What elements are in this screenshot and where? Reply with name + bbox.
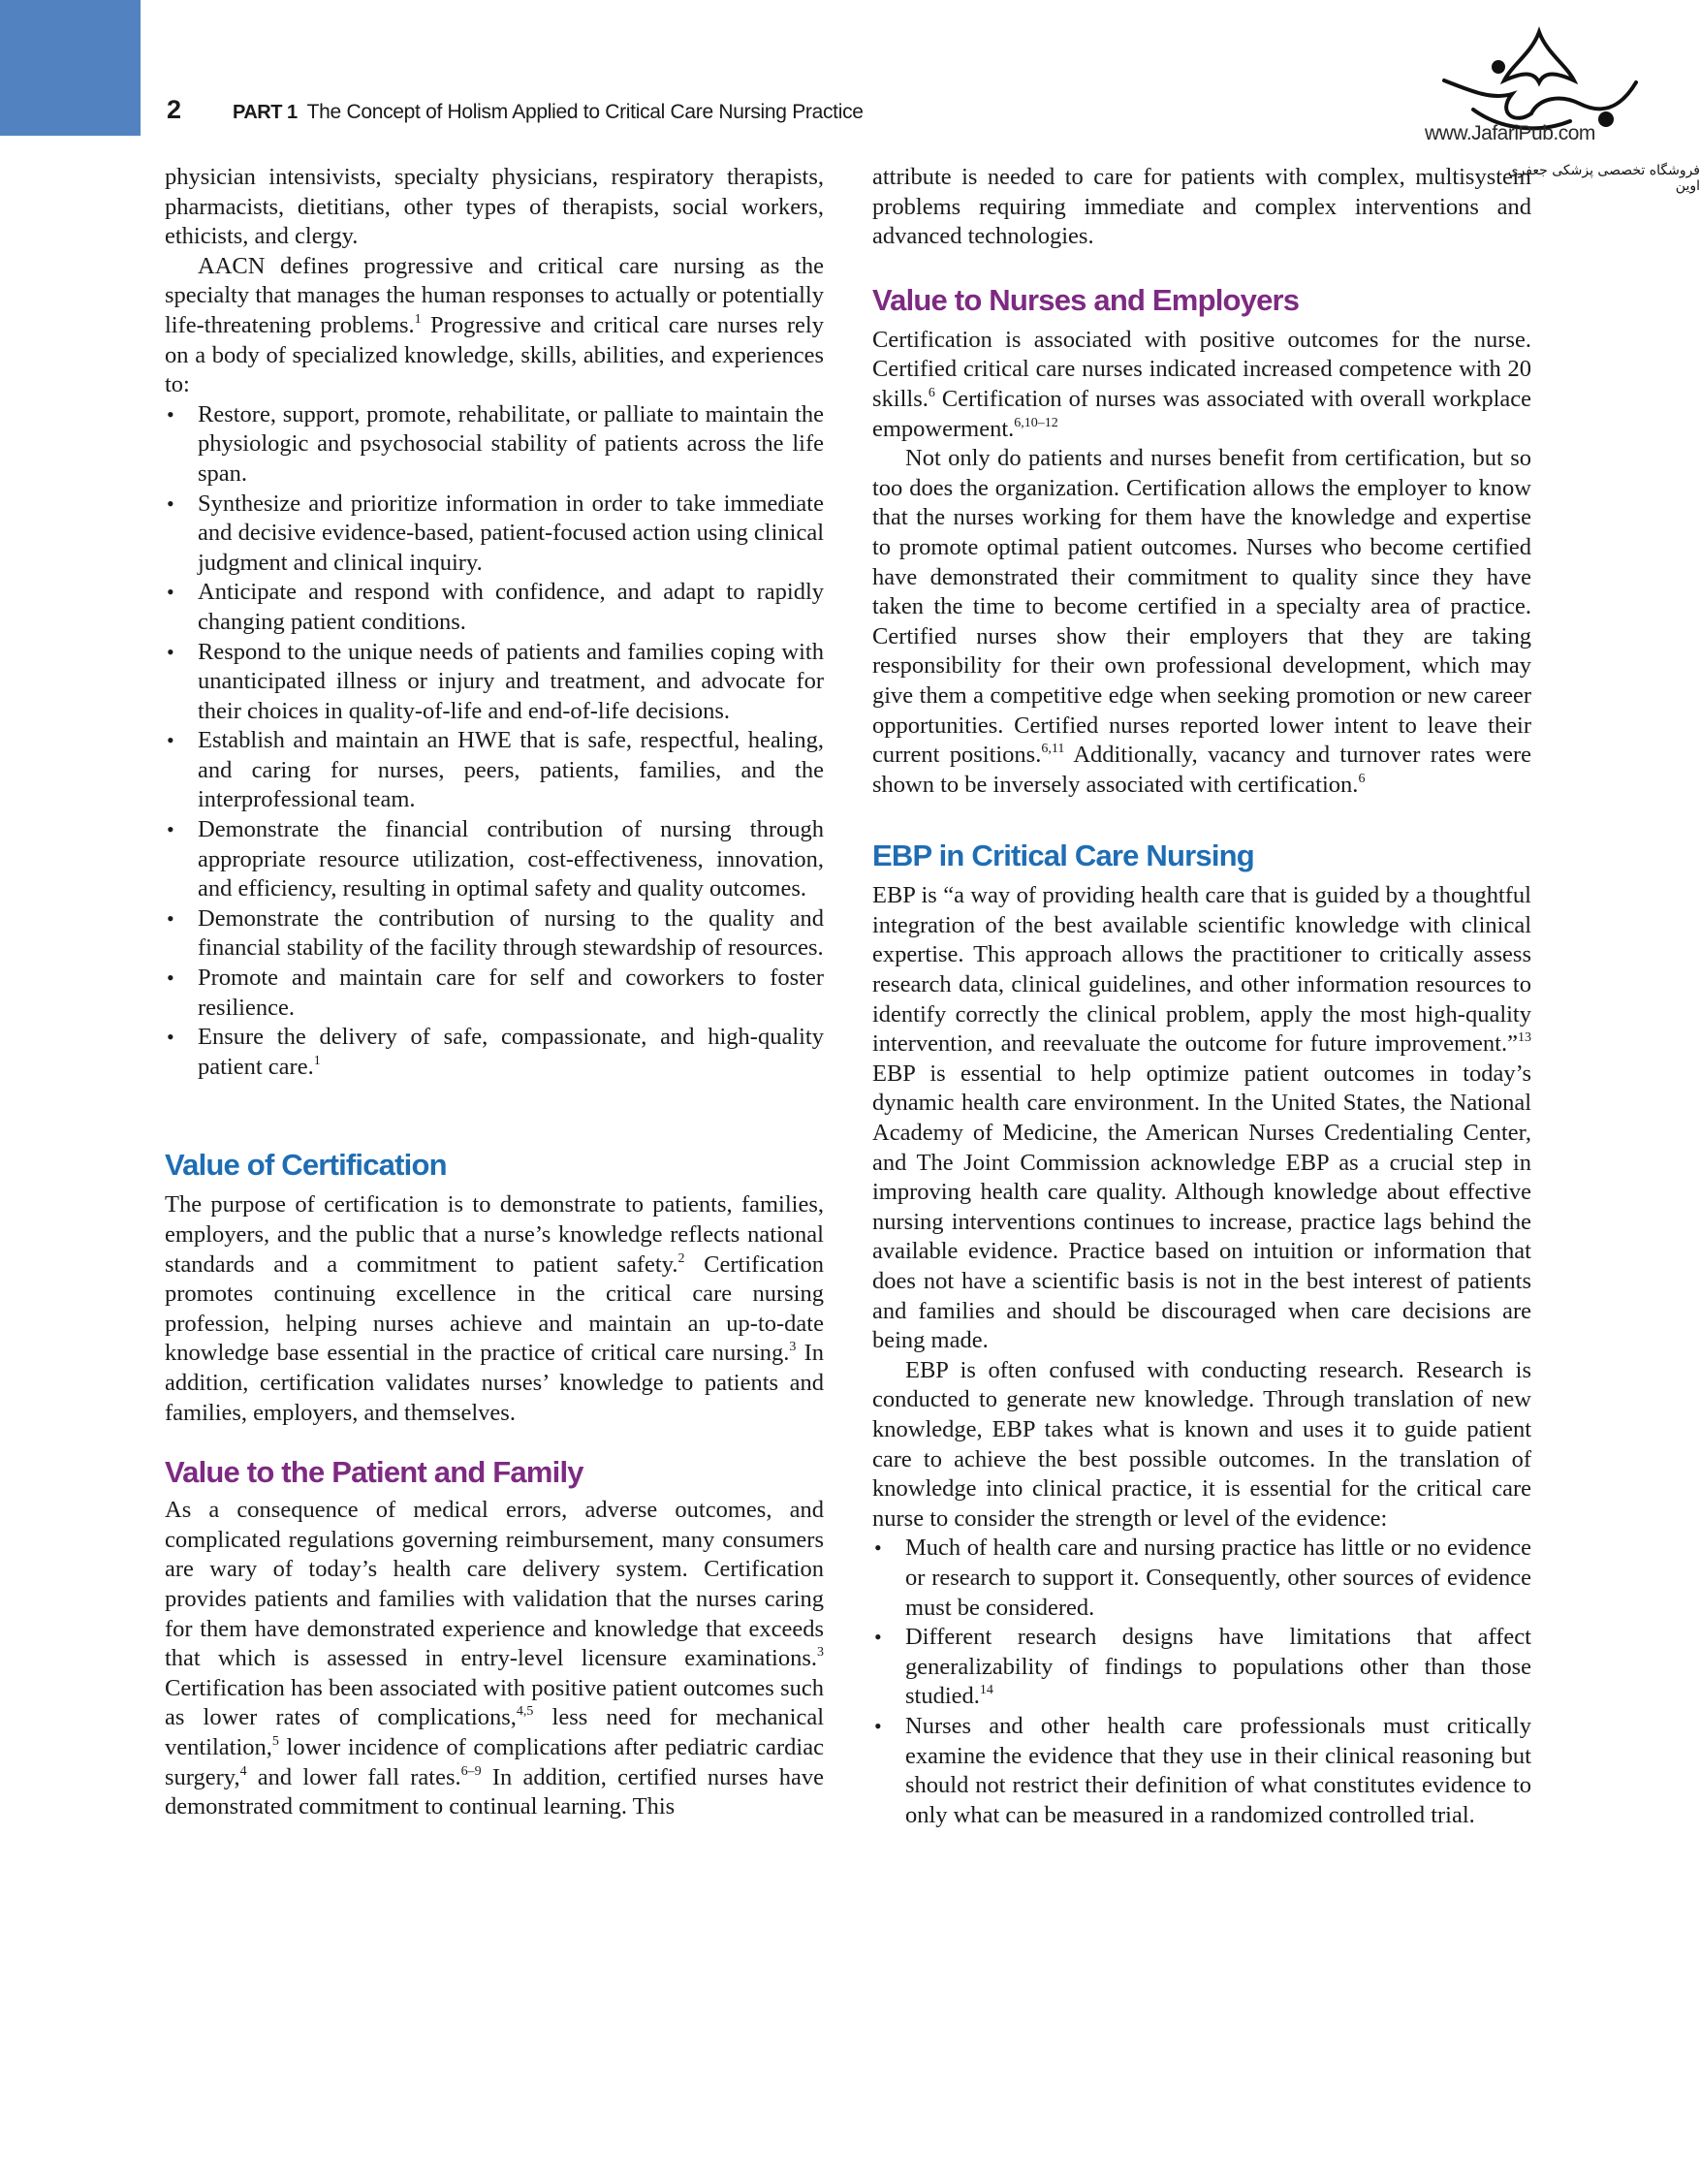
part-label: PART 1 (233, 102, 298, 123)
list-item: • Nurses and other health care professionals must critically examine the evidence that they use in their clinical reasoning but should not restrict their definition of what constitutes evidence to only what can be measured in a randomized controlled trial. (872, 1712, 1531, 1830)
heading-value-of-certification: Value of Certification (165, 1148, 447, 1183)
intro-continuation: physician intensivists, specialty physicians, respiratory therapists, pharmacists, dietitians, other types of therapists, social workers, ethicists, and clergy. (165, 164, 824, 250)
aacn-paragraph: AACN defines progressive and critical care nursing as the specialty that manages the human responses to actually or potentially life-threatening problems.$^1$ Progressive and critical care nurses rely on a body of specialized knowledge, skills, abilities, and experiences to: (165, 252, 824, 398)
citation-ref: 1 (313, 1053, 321, 1068)
citation-ref: 1 (414, 311, 422, 327)
watermark-url: www.JafariPub.com (1425, 122, 1595, 144)
list-item: • Much of health care and nursing practice has little or no evidence or research to support it. Consequently, other sources of evidence must be considered. (872, 1534, 1531, 1623)
nursing-competencies-list (165, 400, 824, 1083)
heading-value-to-nurses-employers: Value to Nurses and Employers (872, 282, 1300, 317)
heading-value-to-patient-family: Value to the Patient and Family (165, 1455, 583, 1490)
right-column (872, 163, 1531, 1830)
list-item: • Establish and maintain an HWE that is safe, respectful, healing, and caring for nurses, peers, patients, families, and the interprofessional team. (165, 726, 824, 815)
left-column (165, 163, 824, 1822)
watermark-persian-text: فروشگاه تخصصی پزشکی جعفری اوین (1507, 163, 1700, 194)
list-item: • Different research designs have limitations that affect generalizability of findings to populations other than those studied.$^{14}$ (872, 1623, 1531, 1712)
evidence-considerations-list (872, 1534, 1531, 1830)
nurses-paragraph-1: Certification is associated with positive outcomes for the nurse. Certified critical care nurses indicated increased competence with 20 skills.$^6$ Certification of nurses was associated with overall workplace empowerment.$^{6,10-12}$ (872, 326, 1531, 442)
list-item: • Promote and maintain care for self and coworkers to foster resilience. (165, 964, 824, 1023)
list-item: • Synthesize and prioritize information in order to take immediate and decisive evidence-based, patient-focused action using clinical judgment and clinical inquiry. (165, 490, 824, 579)
list-item: • Restore, support, promote, rehabilitate, or palliate to maintain the physiologic and psychosocial stability of patients across the life span. (165, 400, 824, 490)
ebp-paragraph-2: EBP is often confused with conducting research. Research is conducted to generate new knowledge. Through translation of new knowledge, EBP takes what is known and uses it to guide patient care to achieve the best possible outcomes. In the translation of knowledge into clinical practice, it is essential for the critical care nurse to consider the strength or level of the evidence: (872, 1356, 1531, 1532)
chapter-title: The Concept of Holism Applied to Critical Care Nursing Practice (306, 101, 864, 123)
chapter-color-tab (0, 0, 141, 136)
list-item: • Respond to the unique needs of patients and families coping with unanticipated illness or injury and treatment, and advocate for their choices in quality-of-life and end-of-life decisions. (165, 638, 824, 727)
citation-ref: 14 (979, 1683, 993, 1698)
ebp-paragraph-1: EBP is “a way of providing health care that is guided by a thoughtful integration of the best available scientific knowledge with clinical expertise. This approach allows the practitioner to critically assess research data, clinical guidelines, and other information resources to identify correctly the clinical problem, apply the most high-quality intervention, and reevaluate the outcome for future improvement.”$^{13}$ EBP is essential to help optimize patient outcomes in today’s dynamic health care environment. In the United States, the National Academy of Medicine, the American Nurses Credentialing Center, and The Joint Commission acknowledge EBP as a crucial step in improving health care quality. Although knowledge about effective nursing interventions continues to increase, practice lags behind the available evidence. Practice based on intuition or information that does not have a scientific basis is not in the best interest of patients and families and should be discouraged when care decisions are being made. (872, 882, 1531, 1354)
continuation-paragraph: attribute is needed to care for patients with complex, multisystem problems requiring immediate and complex interventions and advanced technologies. (872, 164, 1531, 250)
list-item: • Demonstrate the financial contribution of nursing through appropriate resource utilization, cost-effectiveness, innovation, and efficiency, resulting in optimal safety and quality outcomes. (165, 815, 824, 904)
list-item: • Anticipate and respond with confidence, and adapt to rapidly changing patient conditions. (165, 578, 824, 637)
running-header (167, 95, 864, 125)
patient-family-paragraph: As a consequence of medical errors, adverse outcomes, and complicated regulations governing reimbursement, many consumers are wary of today’s health care delivery system. Certification provides patients and families with validation that the nurses caring for them have demonstrated experience and knowledge that exceeds that which is assessed in entry-level licensure examinations.$^3$ Certification has been associated with positive patient outcomes such as lower rates of complications,$^{4,5}$ less need for mechanical ventilation,$^5$ lower incidence of complications after pediatric cardiac surgery,$^4$ and lower fall rates.$^{6-9}$ In addition, certified nurses have demonstrated commitment to continual learning. This (165, 1497, 824, 1820)
list-item: • Demonstrate the contribution of nursing to the quality and financial stability of the facility through stewardship of resources. (165, 904, 824, 964)
heading-ebp-critical-care: EBP in Critical Care Nursing (872, 839, 1254, 873)
certification-paragraph: The purpose of certification is to demonstrate to patients, families, employers, and the public that a nurse’s knowledge reflects national standards and a commitment to patient safety.$^2$ Certification promotes continuing excellence in the critical care nursing profession, helping nurses achieve and maintain an up-to-date knowledge base essential in the practice of critical care nursing.$^3$ In addition, certification validates nurses’ knowledge to patients and families, employers, and themselves. (165, 1191, 824, 1426)
nurses-paragraph-2: Not only do patients and nurses benefit from certification, but so too does the organization. Certification allows the employer to know that the nurses working for them have the knowledge and expertise to promote optimal patient outcomes. Nurses who become certified have demonstrated their commitment to quality since they have taken the time to become certified in a specialty area of practice. Certified nurses show their employers that they are taking responsibility for their own professional development, which may give them a competitive edge when seeking promotion or new career opportunities. Certified nurses reported lower intent to leave their current positions.$^{6,11}$ Additionally, vacancy and turnover rates were shown to be inversely associated with certification.$^6$ (872, 445, 1531, 798)
page-number: 2 (167, 95, 182, 124)
list-item: • Ensure the delivery of safe, compassionate, and high-quality patient care.$^1$ (165, 1023, 824, 1082)
